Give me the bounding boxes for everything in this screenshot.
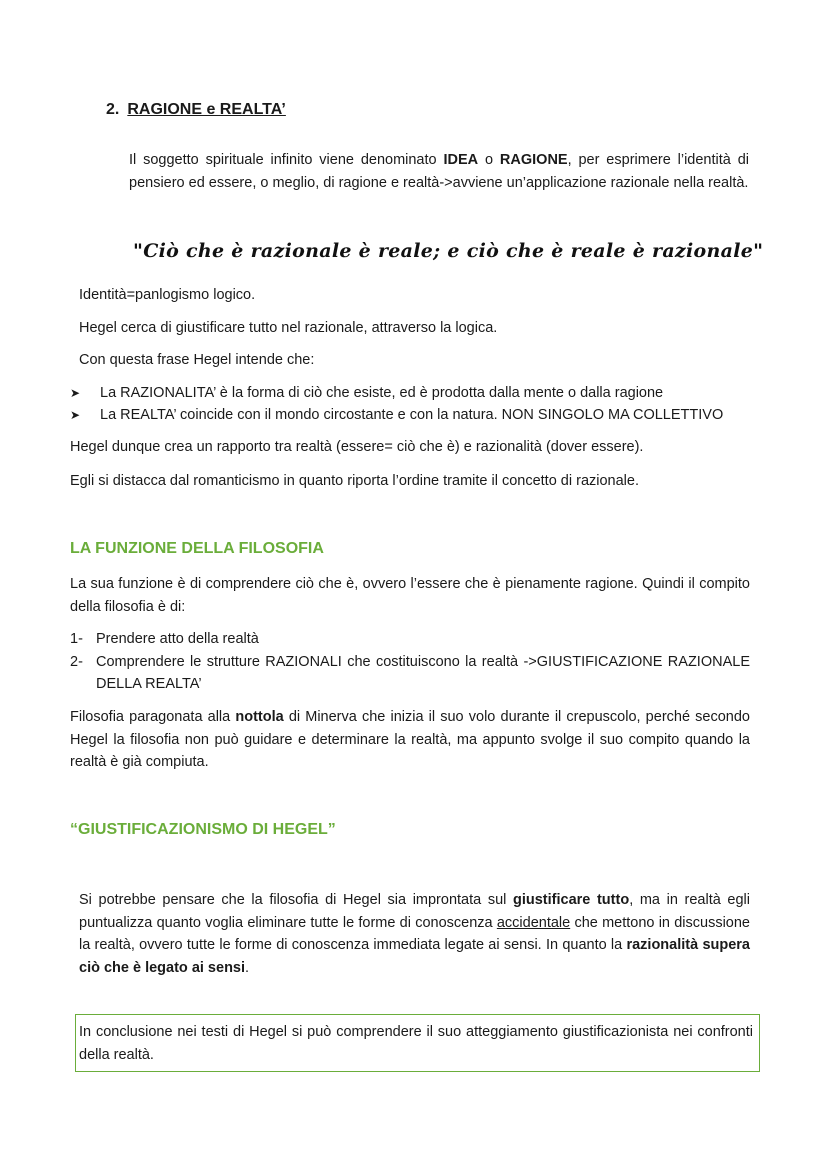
giustificazionismo-heading: “GIUSTIFICAZIONISMO DI HEGEL”	[70, 821, 336, 838]
intro-paragraph: Il soggetto spirituale infinito viene denominato IDEA o RAGIONE, per esprimere l’identità di pensiero ed essere, o meglio, di ragione e realtà->avviene un’applicazione razionale nella realtà.	[129, 152, 749, 191]
con-questa-line: Con questa frase Hegel intende che:	[79, 352, 315, 368]
list-item: ➤ La REALTA’ coincide con il mondo circostante e con la natura. NON SINGOLO MA COLLETTIVO	[70, 404, 770, 426]
numbered-list	[70, 628, 750, 696]
hegel-quote: "Ciò che è razionale è reale; e ciò che è reale è razionale"	[133, 240, 764, 262]
ragione-term: RAGIONE	[499, 152, 568, 168]
list-item: 2- Comprendere le strutture RAZIONALI che costituiscono la realtà ->GIUSTIFICAZIONE RAZIONALE DELLA REALTA’	[70, 653, 750, 692]
idea-term: IDEA	[443, 152, 479, 168]
hegel-cerca-line: Hegel cerca di giustificare tutto nel razionale, attraverso la logica.	[79, 320, 498, 336]
distacca-line: Egli si distacca dal romanticismo in quanto riporta l’ordine tramite il concetto di razionale.	[70, 473, 639, 489]
identita-line: Identità=panlogismo logico.	[79, 287, 256, 303]
rapporto-line: Hegel dunque crea un rapporto tra realtà (essere= ciò che è) e razionalità (dover essere).	[70, 439, 644, 455]
arrow-bullet-icon: ➤	[70, 386, 81, 400]
section-title: RAGIONE e REALTA’	[127, 101, 286, 118]
giustificazionismo-paragraph: Si potrebbe pensare che la filosofia di Hegel sia improntata sul giustificare tutto, ma in realtà egli puntualizza quanto voglia eliminare tutte le forme di conoscenza accidentale che mettono in discussione la realtà, ovvero tutte le forme di conoscenza immediata legate ai sensi. In quanto la razionalità supera ciò che è legato ai sensi.	[79, 892, 750, 976]
section-heading	[106, 101, 286, 119]
nottola-paragraph: Filosofia paragonata alla nottola di Minerva che inizia il suo volo durante il crepuscolo, perché secondo Hegel la filosofia non può guidare e determinare la realtà, ma appunto svolge il suo compito quando la realtà è già compiuta.	[70, 709, 750, 770]
section-number: 2.	[106, 101, 120, 118]
funzione-heading: LA FUNZIONE DELLA FILOSOFIA	[70, 540, 324, 557]
arrow-bullet-icon: ➤	[70, 408, 81, 422]
list-item: ➤ La RAZIONALITA’ è la forma di ciò che esiste, ed è prodotta dalla mente o dalla ragione	[70, 382, 770, 404]
conclusion-text: In conclusione nei testi di Hegel si può comprendere il suo atteggiamento giustificazionista nei confronti della realtà.	[79, 1024, 753, 1063]
list-item: 1- Prendere atto della realtà	[70, 631, 259, 647]
bullet-list	[70, 382, 770, 426]
conclusion-box	[75, 1014, 760, 1072]
nottola-term: nottola	[235, 709, 284, 725]
funzione-paragraph: La sua funzione è di comprendere ciò che è, ovvero l’essere che è pienamente ragione. Quindi il compito della filosofia è di:	[70, 576, 750, 615]
